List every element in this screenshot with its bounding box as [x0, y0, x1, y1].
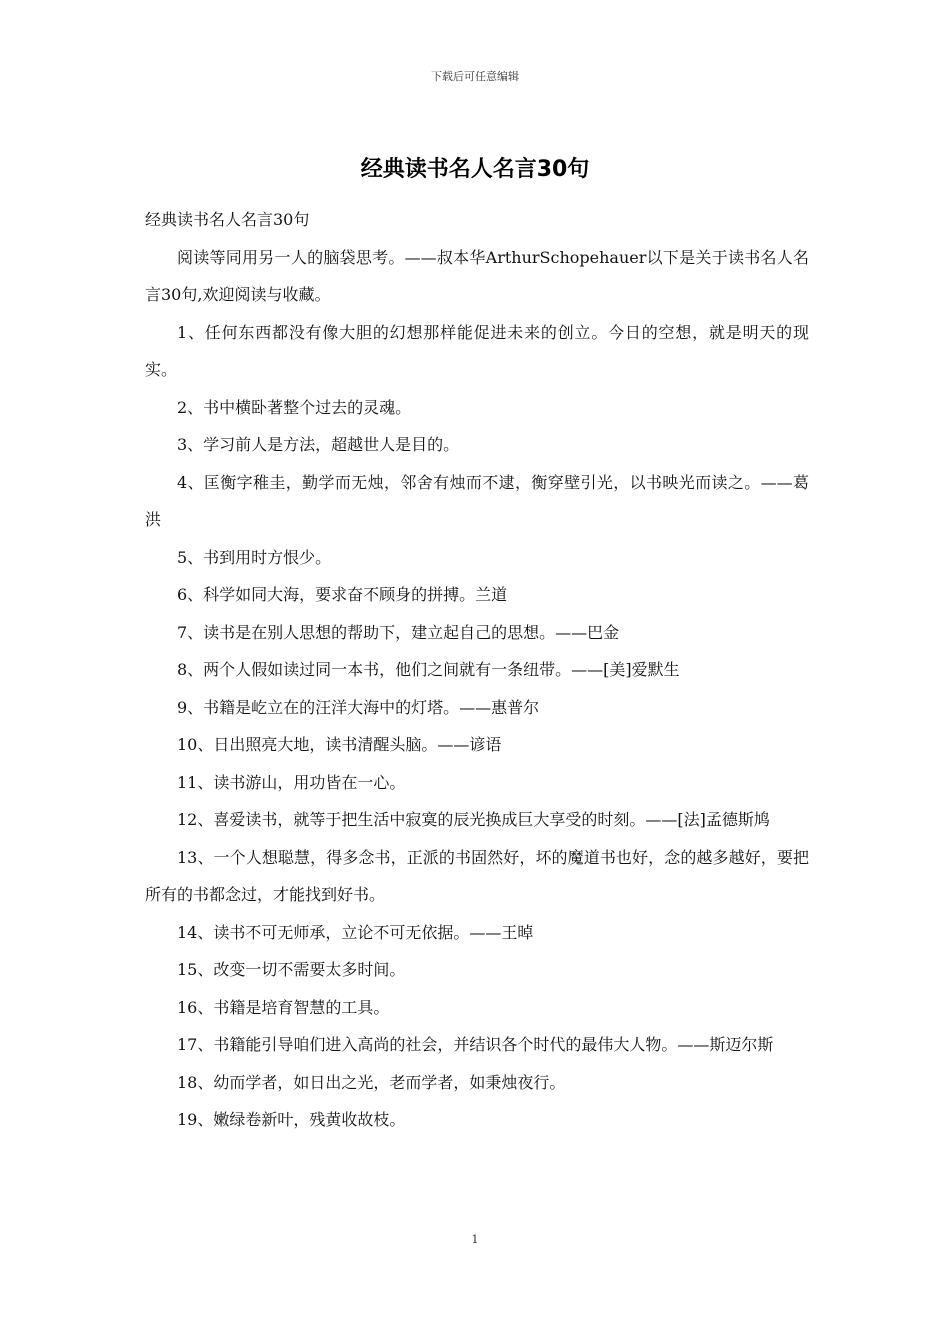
quote-item: 3、学习前人是方法，超越世人是目的。	[177, 435, 460, 454]
quote-item: 14、读书不可无师承，立论不可无依据。——王晫	[177, 922, 534, 942]
quote-item: 17、书籍能引导咱们进入高尚的社会，并结识各个时代的最伟大人物。——斯迈尔斯	[177, 1035, 774, 1054]
intro-paragraph: 阅读等同用另一人的脑袋思考。——叔本华ArthurSchopehauer以下是关于读书名人名言30句,欢迎阅读与收藏。	[145, 247, 809, 304]
quote-item: 1、任何东西都没有像大胆的幻想那样能促进未来的创立。今日的空想，就是明天的现实。	[145, 322, 809, 379]
document-title: 经典读书名人名言30句	[360, 157, 590, 182]
page-number: 1	[471, 1233, 479, 1246]
quote-item: 10、日出照亮大地，读书清醒头脑。——谚语	[177, 735, 502, 754]
quote-item: 2、书中横卧著整个过去的灵魂。	[177, 397, 412, 417]
quote-item: 19、嫩绿卷新叶，残黄收故枝。	[177, 1110, 406, 1129]
document-subtitle: 经典读书名人名言30句	[145, 210, 310, 229]
quote-item: 15、改变一切不需要太多时间。	[177, 960, 406, 979]
quote-item: 11、读书游山，用功皆在一心。	[177, 772, 406, 792]
quote-item: 4、匡衡字稚圭，勤学而无烛，邻舍有烛而不逮，衡穿壁引光，以书映光而读之。——葛洪	[145, 472, 809, 529]
quote-list	[145, 314, 809, 1139]
page-header: 下载后可任意编辑	[431, 70, 519, 83]
quote-item: 16、书籍是培育智慧的工具。	[177, 997, 390, 1017]
quote-item: 7、读书是在别人思想的帮助下，建立起自己的思想。——巴金	[177, 622, 620, 642]
quote-item: 13、一个人想聪慧，得多念书，正派的书固然好，坏的魔道书也好，念的越多越好，要把所有的书都念过，才能找到好书。	[145, 847, 809, 904]
document-body	[145, 201, 809, 1139]
quote-item: 6、科学如同大海，要求奋不顾身的拼搏。兰道	[177, 585, 508, 604]
quote-item: 5、书到用时方恨少。	[177, 547, 332, 567]
quote-item: 18、幼而学者，如日出之光，老而学者，如秉烛夜行。	[177, 1072, 566, 1092]
quote-item: 8、两个人假如读过同一本书，他们之间就有一条纽带。——[美]爱默生	[177, 660, 680, 679]
quote-item: 9、书籍是屹立在的汪洋大海中的灯塔。——惠普尔	[177, 697, 540, 717]
quote-item: 12、喜爱读书，就等于把生活中寂寞的辰光换成巨大享受的时刻。——[法]孟德斯鸠	[177, 810, 770, 829]
